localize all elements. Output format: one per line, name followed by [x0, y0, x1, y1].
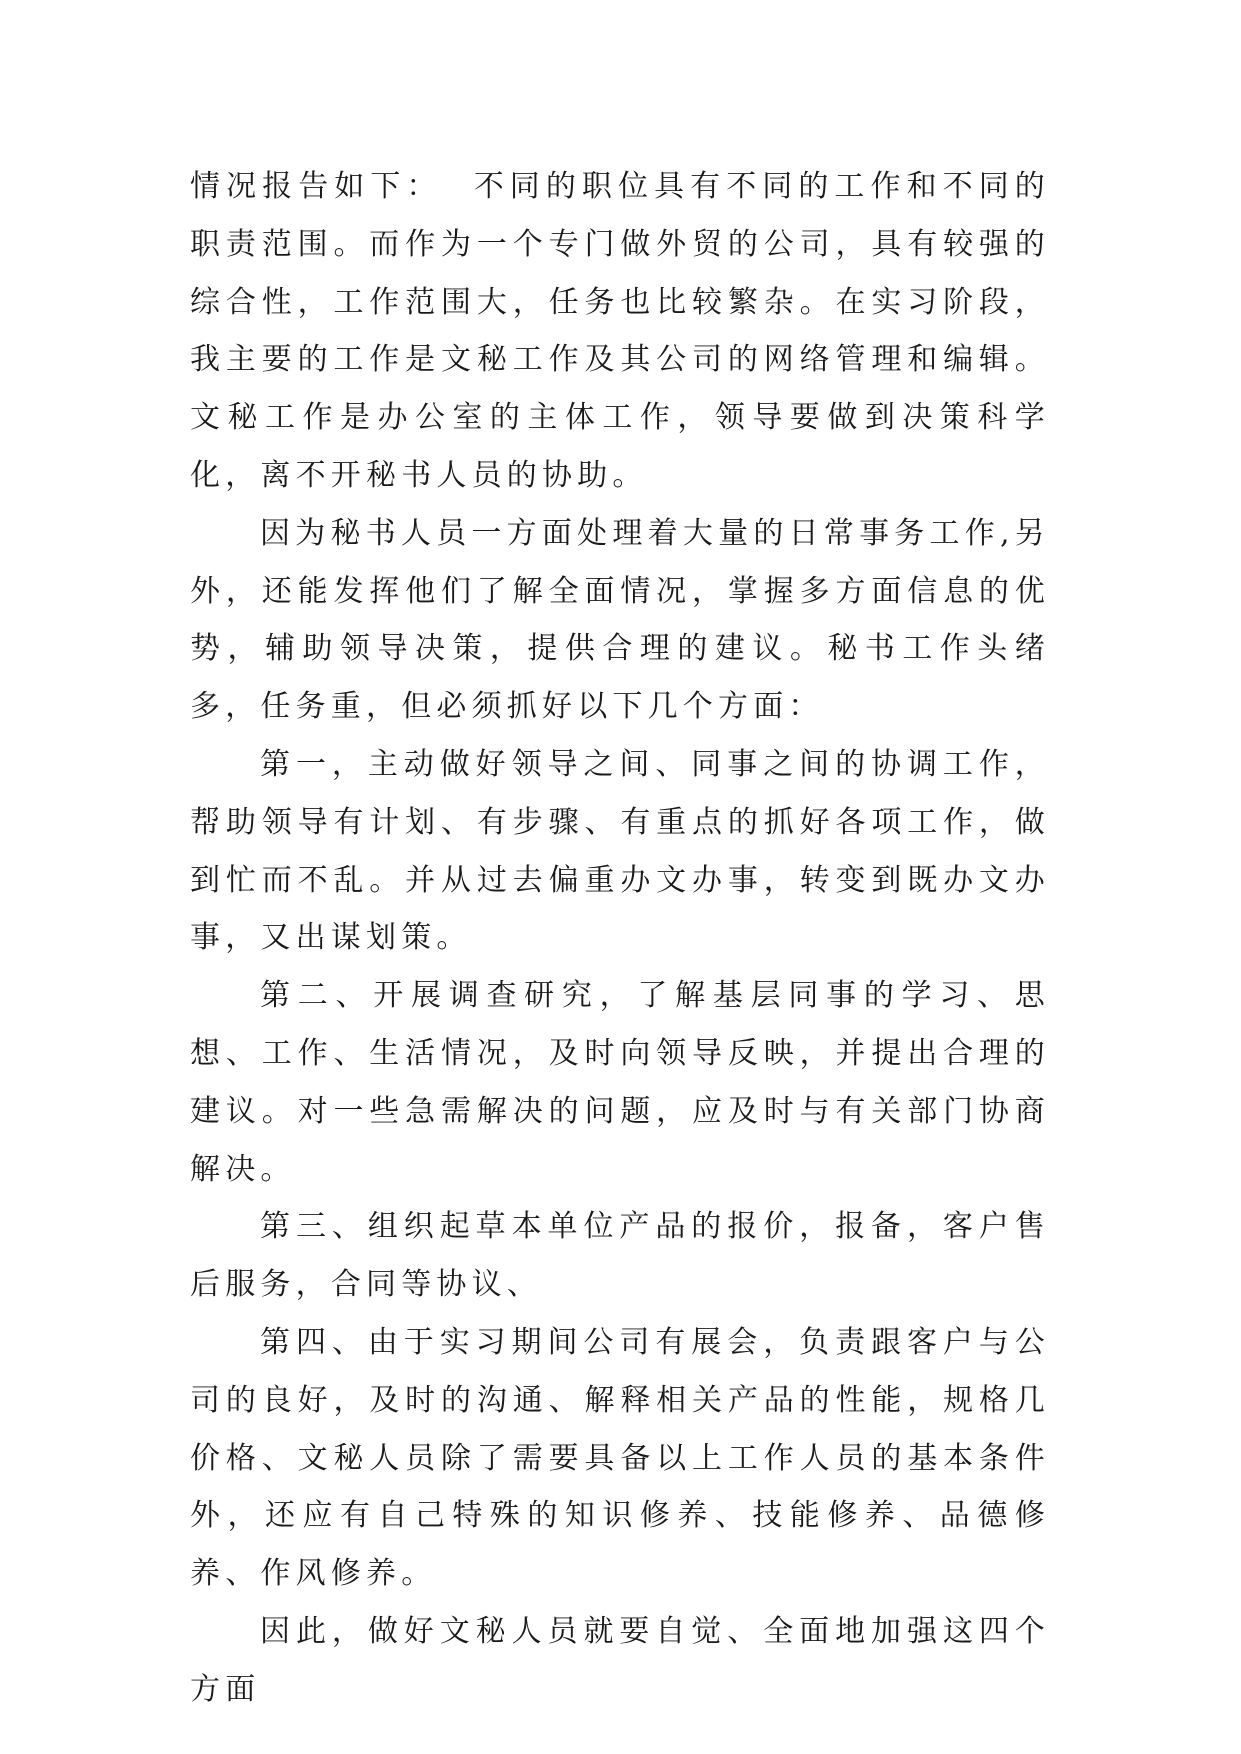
paragraph-4: 第二、开展调查研究，了解基层同事的学习、思想、工作、生活情况，及时向领导反映，并提出合理的建议。对一些急需解决的问题，应及时与有关部门协商解决。 [190, 978, 1050, 1187]
paragraph-5: 第三、组织起草本单位产品的报价，报备，客户售后服务，合同等协议、 [190, 1209, 1050, 1303]
paragraph-6: 第四、由于实习期间公司有展会，负责跟客户与公司的良好，及时的沟通、解释相关产品的性能，规格几价格、文秘人员除了需要具备以上工作人员的基本条件外，还应有自己特殊的知识修养、技能修养、品德修养、作风修养。 [190, 1324, 1050, 1592]
paragraph-7: 因此，做好文秘人员就要自觉、全面地加强这四个方面 [190, 1613, 1050, 1707]
paragraph-2: 因为秘书人员一方面处理着大量的日常事务工作,另外，还能发挥他们了解全面情况，掌握多方面信息的优势，辅助领导决策，提供合理的建议。秘书工作头绪多，任务重，但必须抓好以下几个方面： [190, 515, 1050, 725]
paragraph-1: 情况报告如下： 不同的职位具有不同的工作和不同的职责范围。而作为一个专门做外贸的公司，具有较强的综合性，工作范围大，任务也比较繁杂。在实习阶段，我主要的工作是文秘工作及其公司的网络管理和编辑。 文秘工作是办公室的主体工作，领导要做到决策科学化，离不开秘书人员的协助。 [190, 169, 1080, 493]
paragraph-3: 第一，主动做好领导之间、同事之间的协调工作，帮助领导有计划、有步骤、有重点的抓好各项工作，做到忙而不乱。并从过去偏重办文办事，转变到既办文办事，又出谋划策。 [190, 746, 1050, 956]
document-body [190, 158, 1080, 1719]
